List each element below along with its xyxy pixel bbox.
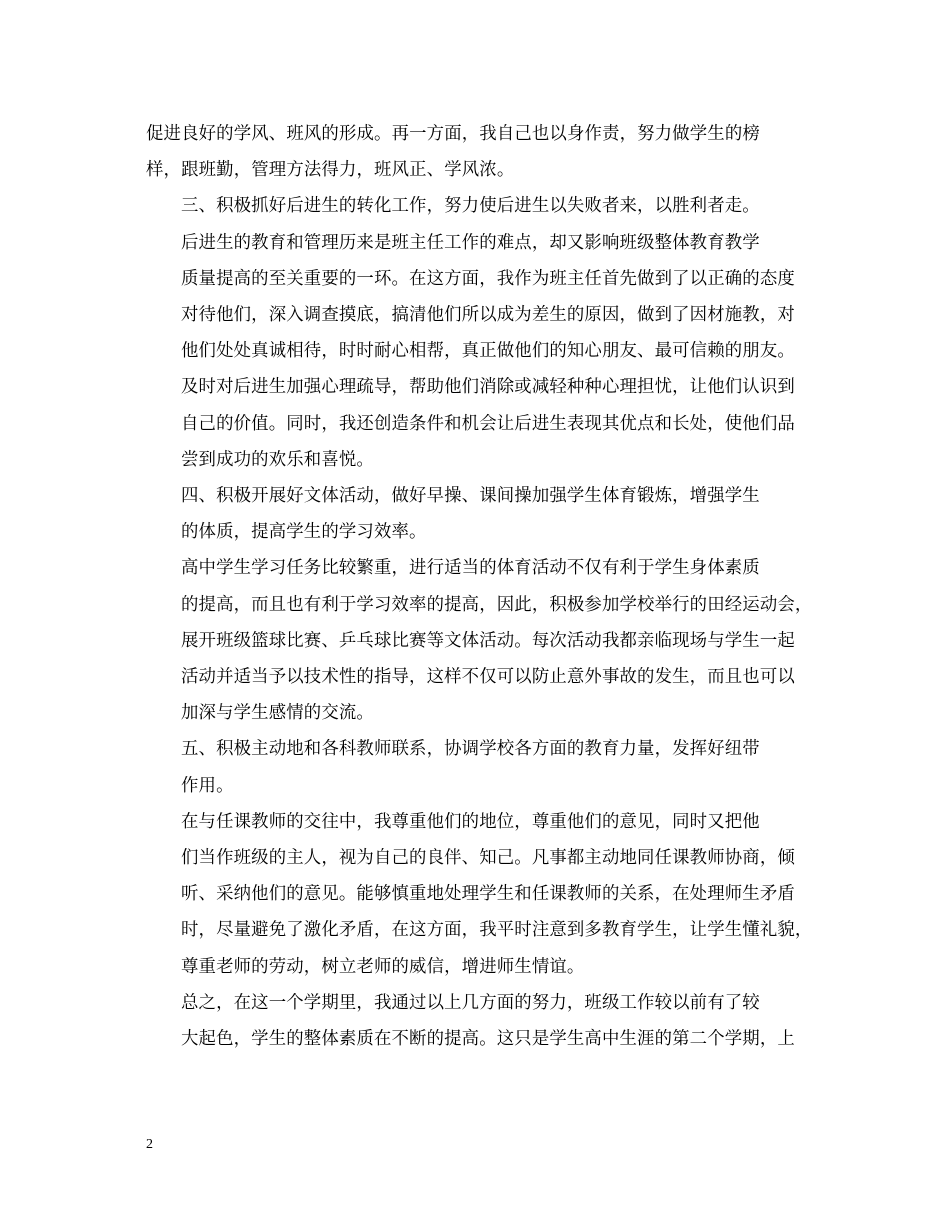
text-line: 活动并适当予以技术性的指导，这样不仅可以防止意外事故的发生，而且也可以	[181, 667, 795, 688]
text-line: 展开班级篮球比赛、乒乓球比赛等文体活动。每次活动我都亲临现场与学生一起	[181, 630, 795, 651]
text-line: 促进良好的学风、班风的形成。再一方面，我自己也以身作责，努力做学生的榜	[146, 124, 760, 144]
text-line: 三、积极抓好后进生的转化工作，努力使后进生以失败者来，以胜利者走。	[181, 196, 760, 217]
paragraph	[146, 550, 813, 731]
page-number: 2	[146, 1137, 153, 1152]
text-line: 及时对后进生加强心理疏导，帮助他们消除或减轻种种心理担忧，让他们认识到	[181, 377, 795, 398]
text-line: 尝到成功的欢乐和喜悦。	[181, 449, 374, 470]
text-line: 的提高，而且也有利于学习效率的提高，因此，积极参加学校举行的田经运动会，	[181, 594, 813, 615]
section-heading-three	[146, 188, 804, 224]
text-line: 大起色，学生的整体素质在不断的提高。这只是学生高中生涯的第二个学期，上	[181, 1029, 795, 1050]
text-line: 加深与学生感情的交流。	[181, 703, 374, 724]
text-line: 后进生的教育和管理历来是班主任工作的难点，却又影响班级整体教育教学	[181, 232, 760, 253]
text-line: 自己的价值。同时，我还创造条件和机会让后进生表现其优点和长处，使他们品	[181, 413, 795, 434]
document-body	[146, 116, 813, 1057]
text-line: 五、积极主动地和各科教师联系，协调学校各方面的教育力量，发挥好纽带	[181, 739, 760, 760]
text-line: 高中学生学习任务比较繁重，进行适当的体育活动不仅有利于学生身体素质	[181, 558, 760, 579]
text-line: 样，跟班勤，管理方法得力，班风正、学风浓。	[146, 160, 515, 181]
text-line: 他们处处真诚相待，时时耐心相帮，真正做他们的知心朋友、最可信赖的朋友。	[181, 341, 795, 362]
text-line: 尊重老师的劳动，树立老师的威信，增进师生情谊。	[181, 956, 585, 977]
text-line: 们当作班级的主人，视为自己的良伴、知己。凡事都主动地同任课教师协商，倾	[181, 848, 795, 869]
text-line: 质量提高的至关重要的一环。在这方面，我作为班主任首先做到了以正确的态度	[181, 268, 795, 289]
text-line: 的体质，提高学生的学习效率。	[181, 522, 427, 543]
text-line: 听、采纳他们的意见。能够慎重地处理学生和任课教师的关系，在处理师生矛盾	[181, 884, 795, 905]
paragraph	[146, 804, 813, 985]
paragraph	[146, 116, 804, 188]
paragraph-conclusion	[146, 985, 804, 1057]
text-line: 四、积极开展好文体活动，做好早操、课间操加强学生体育锻炼，增强学生	[181, 486, 760, 507]
section-heading-four	[146, 478, 804, 550]
text-line: 对待他们，深入调查摸底，搞清他们所以成为差生的原因，做到了因材施教，对	[181, 305, 795, 326]
text-line: 总之，在这一个学期里，我通过以上几方面的努力，班级工作较以前有了较	[181, 992, 760, 1013]
section-heading-five	[146, 731, 804, 803]
text-line: 作用。	[181, 775, 234, 796]
text-line: 在与任课教师的交往中，我尊重他们的地位，尊重他们的意见，同时又把他	[181, 811, 760, 832]
text-line: 时，尽量避免了激化矛盾，在这方面，我平时注意到多教育学生，让学生懂礼貌，	[181, 920, 813, 941]
paragraph	[146, 225, 804, 478]
